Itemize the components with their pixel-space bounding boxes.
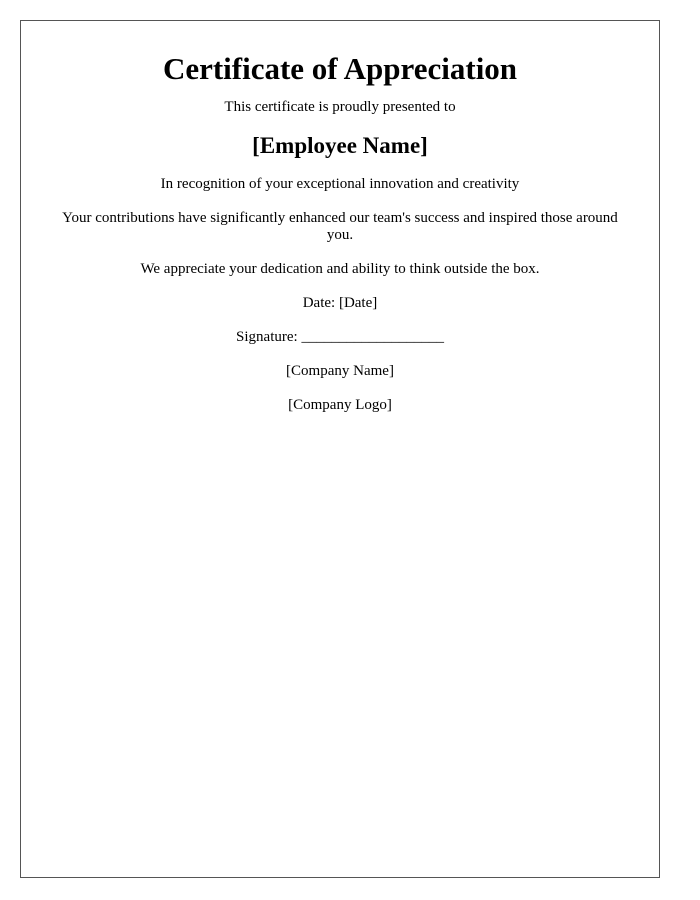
date-line: Date: [Date] (302, 295, 378, 311)
company-logo: [Company Logo] (288, 397, 392, 413)
company-name: [Company Name] (286, 363, 394, 379)
recognition-text: In recognition of your exceptional innovation and creativity (160, 176, 520, 192)
contributions-text: Your contributions have significantly enhanced our team's success and inspired those around you. (62, 210, 618, 243)
presented-text: This certificate is proudly presented to (224, 99, 456, 115)
certificate-frame (20, 20, 660, 878)
certificate-title: Certificate of Appreciation (162, 51, 518, 86)
signature-line: Signature: ___________________ (236, 329, 444, 345)
appreciation-text: We appreciate your dedication and ability to think outside the box. (140, 261, 540, 277)
recipient-name: [Employee Name] (252, 133, 428, 158)
